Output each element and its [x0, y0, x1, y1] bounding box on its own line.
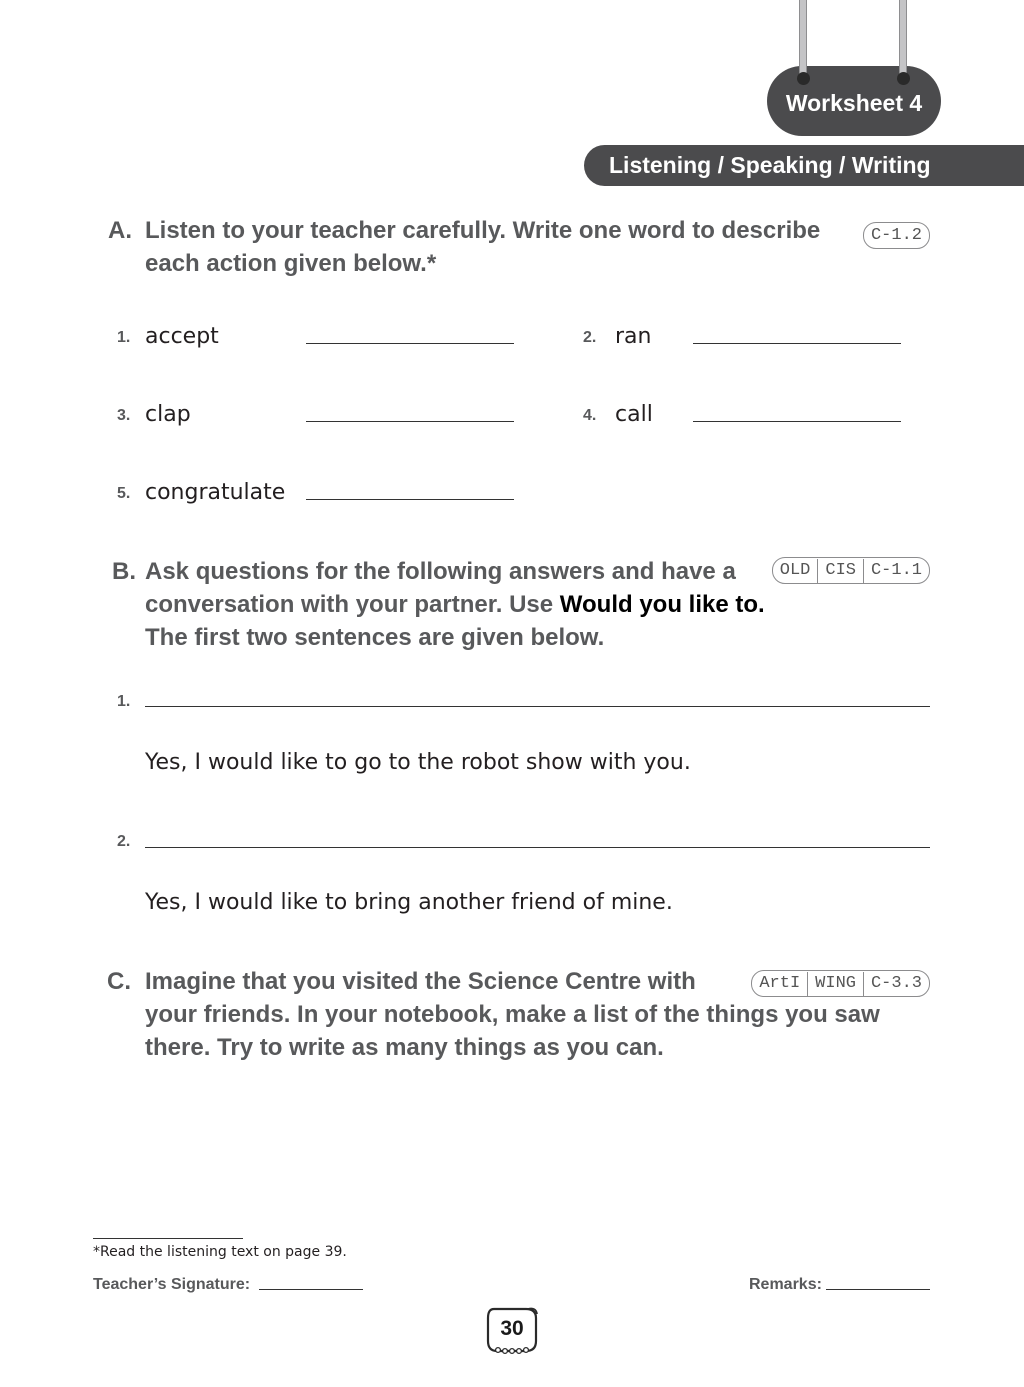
section-b-skill-badge [772, 557, 930, 584]
section-a-instruction-line: Listen to your teacher carefully. Write one word to describe [145, 217, 821, 244]
remarks-line [826, 1289, 930, 1290]
section-c-instruction-line: your friends. In your notebook, make a list of the things you saw [145, 1001, 880, 1028]
given-answer: Yes, I would like to bring another friend of mine. [145, 890, 673, 915]
remarks-label: Remarks: [749, 1276, 822, 1293]
badge-code: C-1.1 [863, 559, 929, 583]
section-c-instruction-line: there. Try to write as many things as you can. [145, 1034, 664, 1061]
badge-code: OLD [779, 560, 811, 580]
answer-line [306, 421, 514, 422]
answer-line [306, 343, 514, 344]
footnote: *Read the listening text on page 39. [93, 1244, 347, 1260]
teacher-signature-label: Teacher’s Signature: [93, 1276, 251, 1293]
badge-code: WING [807, 972, 863, 996]
item-word: ran [615, 324, 652, 349]
question-number: 2. [117, 833, 131, 850]
badge-code: ArtI [759, 973, 801, 993]
item-word: call [615, 402, 653, 427]
given-answer: Yes, I would like to go to the robot show with you. [145, 750, 691, 775]
hanging-string-right [899, 0, 907, 78]
item-number: 3. [117, 407, 131, 424]
question-line [145, 847, 930, 848]
item-word: accept [145, 324, 219, 349]
section-b-letter: B. [112, 558, 136, 585]
skills-banner-label: Listening / Speaking / Writing [609, 152, 931, 178]
answer-line [693, 421, 901, 422]
instruction-text: conversation with your partner. Use [145, 591, 560, 618]
question-line [145, 706, 930, 707]
item-number: 2. [583, 329, 597, 346]
question-number: 1. [117, 693, 131, 710]
item-word: clap [145, 402, 191, 427]
teacher-signature-line [259, 1289, 363, 1290]
tag-hole-right [897, 72, 910, 85]
target-phrase: Would you like to. [559, 591, 765, 618]
item-number: 4. [583, 407, 597, 424]
badge-code: C-3.3 [863, 972, 929, 996]
section-c-skill-badge [751, 970, 930, 997]
tag-hole-left [797, 72, 810, 85]
section-a-letter: A. [108, 217, 132, 244]
answer-line [306, 499, 514, 500]
section-c-instruction-line: Imagine that you visited the Science Centre with [145, 968, 696, 995]
section-c-letter: C. [107, 968, 131, 995]
section-a-skill-badge [863, 222, 930, 249]
section-b-instruction-line: The first two sentences are given below. [145, 624, 605, 651]
footnote-rule [93, 1238, 243, 1239]
page-number: 30 [500, 1317, 524, 1340]
badge-code: CIS [817, 559, 863, 583]
item-number: 5. [117, 485, 131, 502]
answer-line [693, 343, 901, 344]
hanging-string-left [799, 0, 807, 78]
section-b-instruction-line: Ask questions for the following answers and have a [145, 558, 736, 585]
worksheet-title: Worksheet 4 [785, 90, 923, 116]
section-b-instruction-line [145, 590, 765, 620]
item-word: congratulate [145, 480, 286, 505]
item-number: 1. [117, 329, 131, 346]
badge-code: C-1.2 [870, 225, 922, 245]
section-a-instruction-line: each action given below.* [145, 250, 437, 277]
